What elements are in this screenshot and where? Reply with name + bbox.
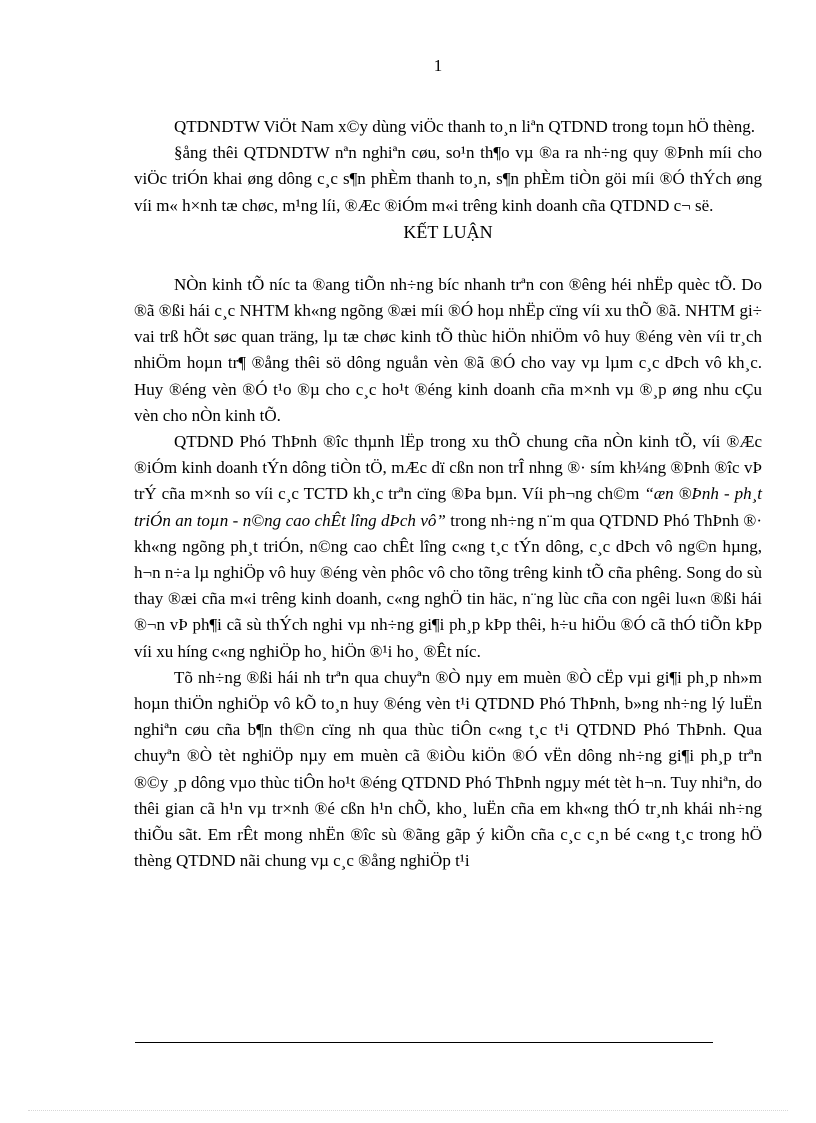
conclusion-paragraph-solutions: Tõ nh÷ng ®ßi hái nh trªn qua chuyªn ®Ò nµy em muèn ®Ò cËp vµi gi¶i ph¸p nh»m hoµn thiÖn nghiÖp vô kÕ to¸n huy ®éng vèn t¹i QTDND Phó ThÞnh, b»ng nh÷ng lý luËn nghiªn cøu cña b¶n th©n cïng nh qua thùc tiÔn c«ng t¸c t¹i QTDND Phó ThÞnh. Qua chuyªn ®Ò tèt nghiÖp nµy em muèn cã ®iÒu kiÖn ®Ó vËn dông nh÷ng gi¶i ph¸p trªn ®©y ¸p dông vµo thùc tiÔn ho¹t ®éng QTDND Phó ThÞnh ngµy mét tèt h¬n. Tuy nhiªn, do thêi gian cã h¹n vµ tr×nh ®é cßn h¹n chÕ, kho¸ luËn cña em kh«ng thÓ tr¸nh khái nh÷ng thiÕu sãt. Em rÊt mong nhËn ®îc sù ®ãng gãp ý kiÕn cña c¸c c¸n bé c«ng t¸c trong hÖ thèng QTDND nãi chung vµ c¸c ®ång nghiÖp t¹i (134, 667, 762, 871)
paragraph-research-regulations: §ång thêi QTDNDTW nªn nghiªn cøu, so¹n th¶o vµ ®a ra nh÷ng quy ®Þnh míi cho viÖc triÓn khai øng dông c¸c s¶n phÈm thanh to¸n, s¶n phÈm tiÒn göi míi ®Ó thÝch øng víi m« h×nh tæ chøc, m¹ng líi, ®Æc ®iÓm m«i trêng kinh doanh cña QTDND c¬ së. (134, 143, 762, 215)
footer-rule (135, 1042, 713, 1043)
motto-quote: “æn ®Þnh - ph¸t triÓn an toµn - n©ng cao chÊt lîng dÞch vô” (134, 484, 763, 530)
page-body (134, 114, 762, 874)
conclusion-paragraph-phu-thinh (134, 429, 762, 665)
conclusion-paragraph-economy: NÒn kinh tÕ níc ta ®ang tiÕn nh÷ng bíc nhanh trªn con ®êng héi nhËp quèc tÕ. Do ®ã ®ßi hái c¸c NHTM kh«ng ngõng ®æi míi ®Ó hoµ nhËp cïng víi xu thÕ ®ã. NHTM gi÷ vai trß hÕt søc quan träng, lµ tæ chøc kinh tÕ thùc hiÖn nhiÖm vô huy ®éng vèn víi tr¸ch nhiÖm hoµn tr¶ ®ång thêi sö dông nguån vèn ®ã ®Ó cho vay vµ lµm c¸c dÞch vô kh¸c. Huy ®éng vèn ®Ó t¹o ®µ cho c¸c ho¹t ®éng kinh doanh cña m×nh vµ ®¸p øng nhu cÇu vèn cho nÒn kinh tÕ. (134, 274, 762, 425)
paragraph-payment-system: QTDNDTW ViÖt Nam x©y dùng viÖc thanh to¸n liªn QTDND trong toµn hÖ thèng. (174, 117, 756, 136)
page-number: 1 (433, 56, 443, 75)
section-heading-conclusion: KẾT LUẬN (403, 221, 493, 242)
paragraph-text: trong nh÷ng n¨m qua QTDND Phó ThÞnh ®· kh«ng ngõng ph¸t triÓn, n©ng cao chÊt lîng c«ng t¸c tÝn dông, c¸c dÞch vô ng©n hµng, h¬n n÷a lµ nghiÖp vô huy ®éng vèn phôc vô cho tõng trêng kinh tÕ cña phêng. Song do sù thay ®æi cña m«i trêng kinh doanh, c«ng nghÖ tin häc, n¨ng lùc cña con ngêi lu«n ®ßi hái ®¬n vÞ ph¶i cã sù thÝch nghi vµ nh÷ng gi¶i ph¸p kÞp thêi, h÷u hiÖu ®Ó cã thÓ tiÕn kÞp víi xu híng c«ng nghiÖp ho¸ hiÖn ®¹i ho¸ ®Êt níc. (134, 510, 763, 661)
paragraph-text: QTDND Phó ThÞnh ®îc thµnh lËp trong xu thÕ chung cña nÒn kinh tÕ, víi ®Æc ®iÓm kinh doanh tÝn dông tiÒn tÖ, mÆc dï cßn non trÎ nhng ®· sím kh¼ng ®Þnh ®îc vÞ trÝ cña m×nh so víi c¸c TCTD kh¸c trªn cïng ®Þa bµn. Víi ph¬ng ch©m (134, 432, 762, 504)
page-edge-divider (28, 1110, 788, 1111)
